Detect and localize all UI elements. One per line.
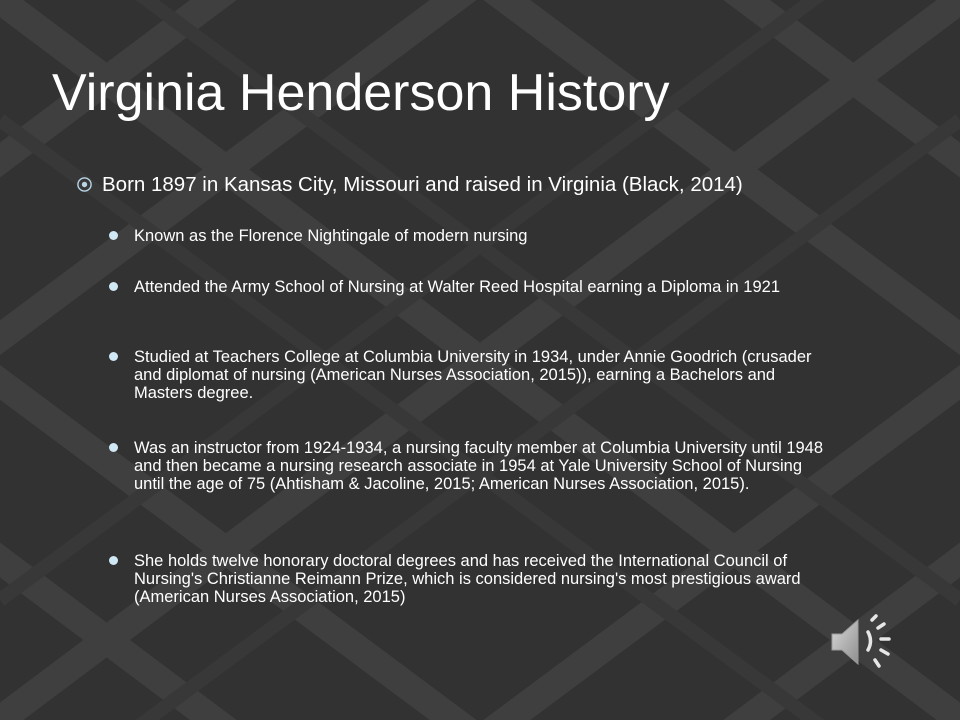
filled-circle-bullet-icon (109, 556, 118, 565)
sub-bullet-text: Was an instructor from 1924-1934, a nursing faculty member at Columbia University until 1948 and then became a nursing research associate in 1954 at Yale University School of Nursing until the age of 75 (Ahtisham & Jacoline, 2015; American Nurses Association, 2015). (134, 439, 824, 493)
filled-circle-bullet-icon (109, 231, 118, 240)
sub-bullet-text: Studied at Teachers College at Columbia University in 1934, under Annie Goodrich (crusader and diplomat of nursing (American Nurses Association, 2015)), earning a Bachelors and Masters degree. (134, 348, 812, 402)
sub-bullet-text: Attended the Army School of Nursing at Walter Reed Hospital earning a Diploma in 1921 (134, 278, 780, 296)
filled-circle-bullet-icon (109, 352, 118, 361)
filled-circle-bullet-icon (109, 282, 118, 291)
sub-bullet-text: Known as the Florence Nightingale of modern nursing (134, 227, 528, 245)
main-bullet-text: Born 1897 in Kansas City, Missouri and raised in Virginia (Black, 2014) (102, 173, 743, 196)
filled-circle-bullet-icon (109, 443, 118, 452)
slide-title: Virginia Henderson History (52, 64, 670, 122)
circled-dot-bullet-icon (76, 176, 93, 193)
sub-bullet-text: She holds twelve honorary doctoral degrees and has received the International Council of Nursing's Christianne Reimann Prize, which is considered nursing's most prestigious award (American Nurses Association, 2015) (134, 552, 801, 606)
speaker-icon[interactable] (830, 610, 900, 672)
